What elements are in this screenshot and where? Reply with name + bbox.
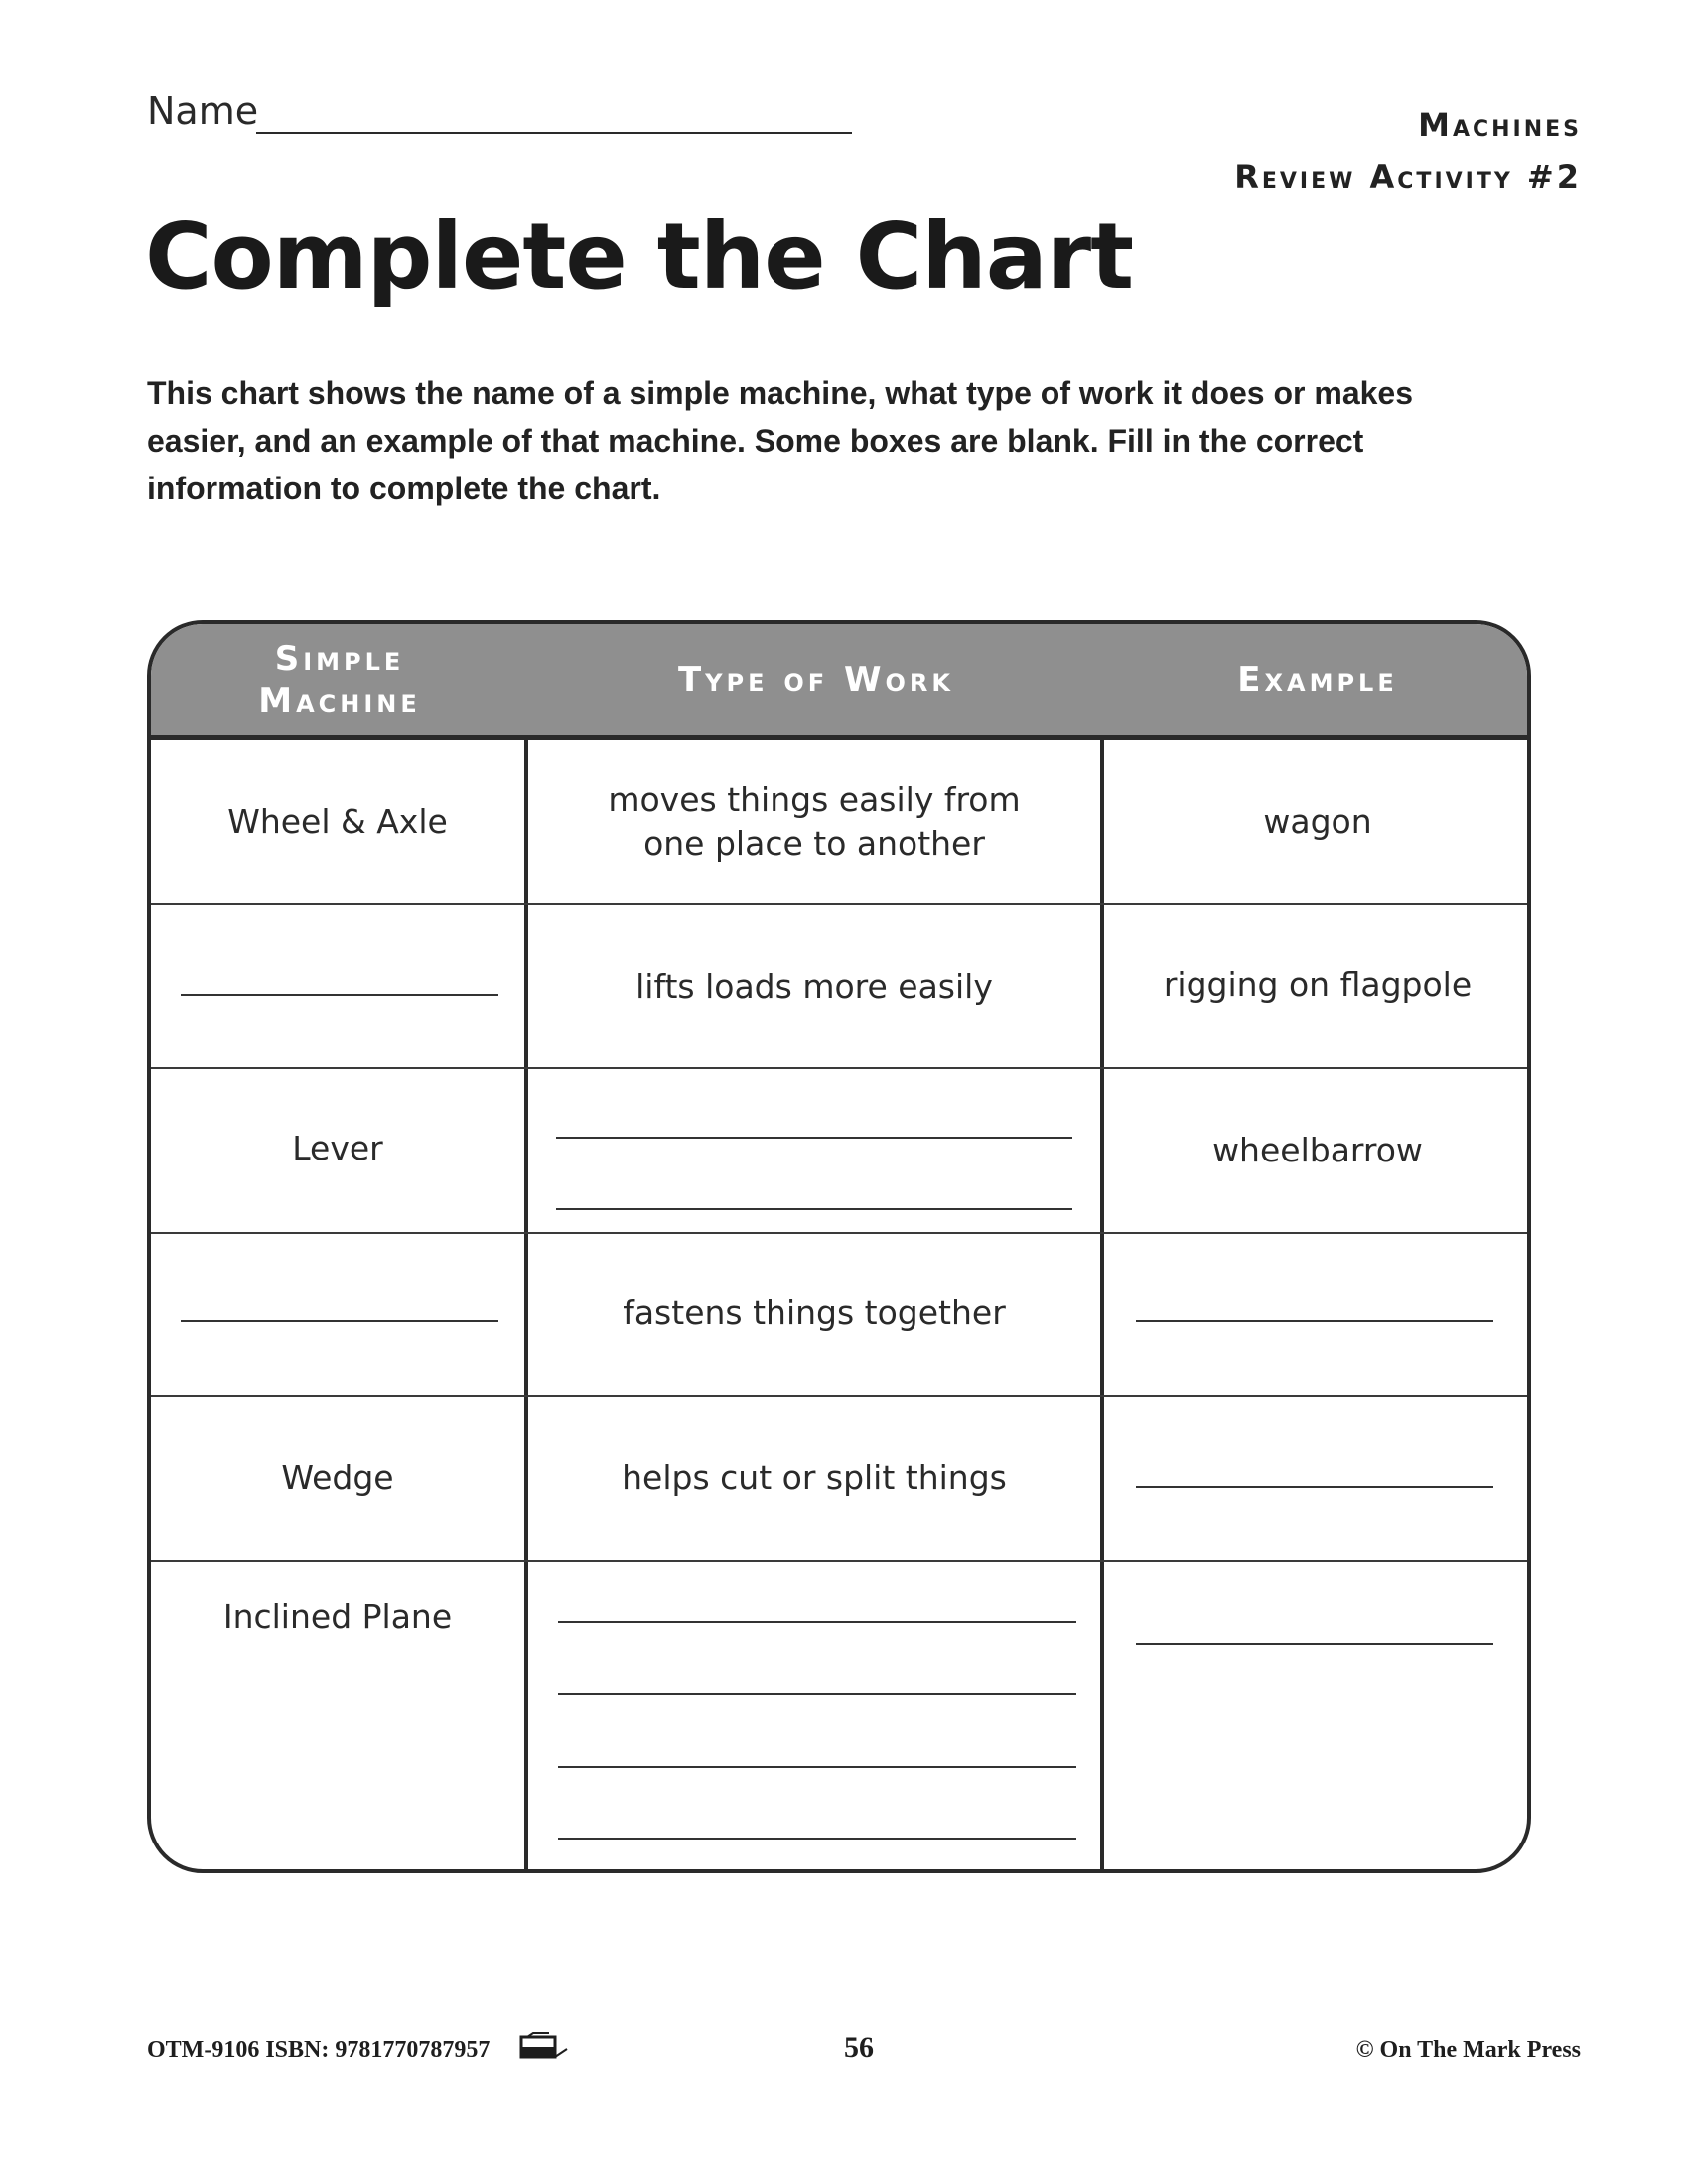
footer-publisher: © On The Mark Press — [1355, 2037, 1581, 2063]
activity-title: Review Activity #2 — [1234, 158, 1582, 196]
unit-heading — [1234, 99, 1582, 203]
footer-code: OTM-9106 ISBN: 9781770787957 — [147, 2037, 491, 2063]
row-divider — [151, 1560, 1527, 1562]
table-row-1-work-text: moves things easily from one place to another — [608, 779, 1021, 863]
table-row-2-example: rigging on flagpole — [1163, 964, 1473, 1004]
name-blank-line[interactable] — [256, 132, 852, 134]
header-example: Example — [1237, 659, 1398, 700]
table-row-6-example-blank[interactable] — [1136, 1643, 1493, 1645]
table-row-6-work-blank-4[interactable] — [558, 1838, 1076, 1840]
table-row-4-machine-blank[interactable] — [181, 1320, 498, 1322]
table-row-6-machine: Inclined Plane — [222, 1597, 453, 1636]
table-row-2-machine-blank[interactable] — [181, 994, 498, 996]
table-row-1-example: wagon — [1263, 801, 1372, 841]
instructions: This chart shows the name of a simple machine, what type of work it does or makes easier, and an example of that machine. Some boxes are blank. Fill in the correct information to complete the chart. — [147, 375, 1413, 506]
page-number: 56 — [844, 2031, 874, 2064]
table-row-2-work: lifts loads more easily — [635, 966, 993, 1006]
table-row-4-work: fastens things together — [623, 1294, 1006, 1332]
table-row-1-machine: Wheel & Axle — [227, 801, 448, 841]
book-icon — [519, 2031, 569, 2061]
table-row-1-work — [528, 740, 1100, 903]
table-row-3-work-blank-1[interactable] — [556, 1137, 1072, 1139]
table-row-6-work-blank-1[interactable] — [558, 1621, 1076, 1623]
page-title: Complete the Chart — [145, 204, 1134, 310]
table-row-6-work-blank-2[interactable] — [558, 1693, 1076, 1695]
machines-chart — [147, 620, 1531, 1873]
header-simple-machine — [151, 624, 528, 735]
name-label: Name — [147, 89, 259, 133]
table-row-5-work: helps cut or split things — [622, 1458, 1007, 1497]
table-row-4-example-blank[interactable] — [1136, 1320, 1493, 1322]
table-row-3-work-blank-2[interactable] — [556, 1208, 1072, 1210]
table-row-3-example: wheelbarrow — [1212, 1131, 1423, 1169]
table-row-3-machine: Lever — [292, 1129, 383, 1167]
header-simple-machine-label: Simple Machine — [258, 638, 421, 721]
header-type-of-work: Type of Work — [677, 659, 954, 700]
table-header — [151, 624, 1527, 740]
unit-title: Machines — [1418, 106, 1582, 144]
table-row-5-example-blank[interactable] — [1136, 1486, 1493, 1488]
table-row-5-machine: Wedge — [281, 1458, 394, 1497]
table-row-6-work-blank-3[interactable] — [558, 1766, 1076, 1768]
